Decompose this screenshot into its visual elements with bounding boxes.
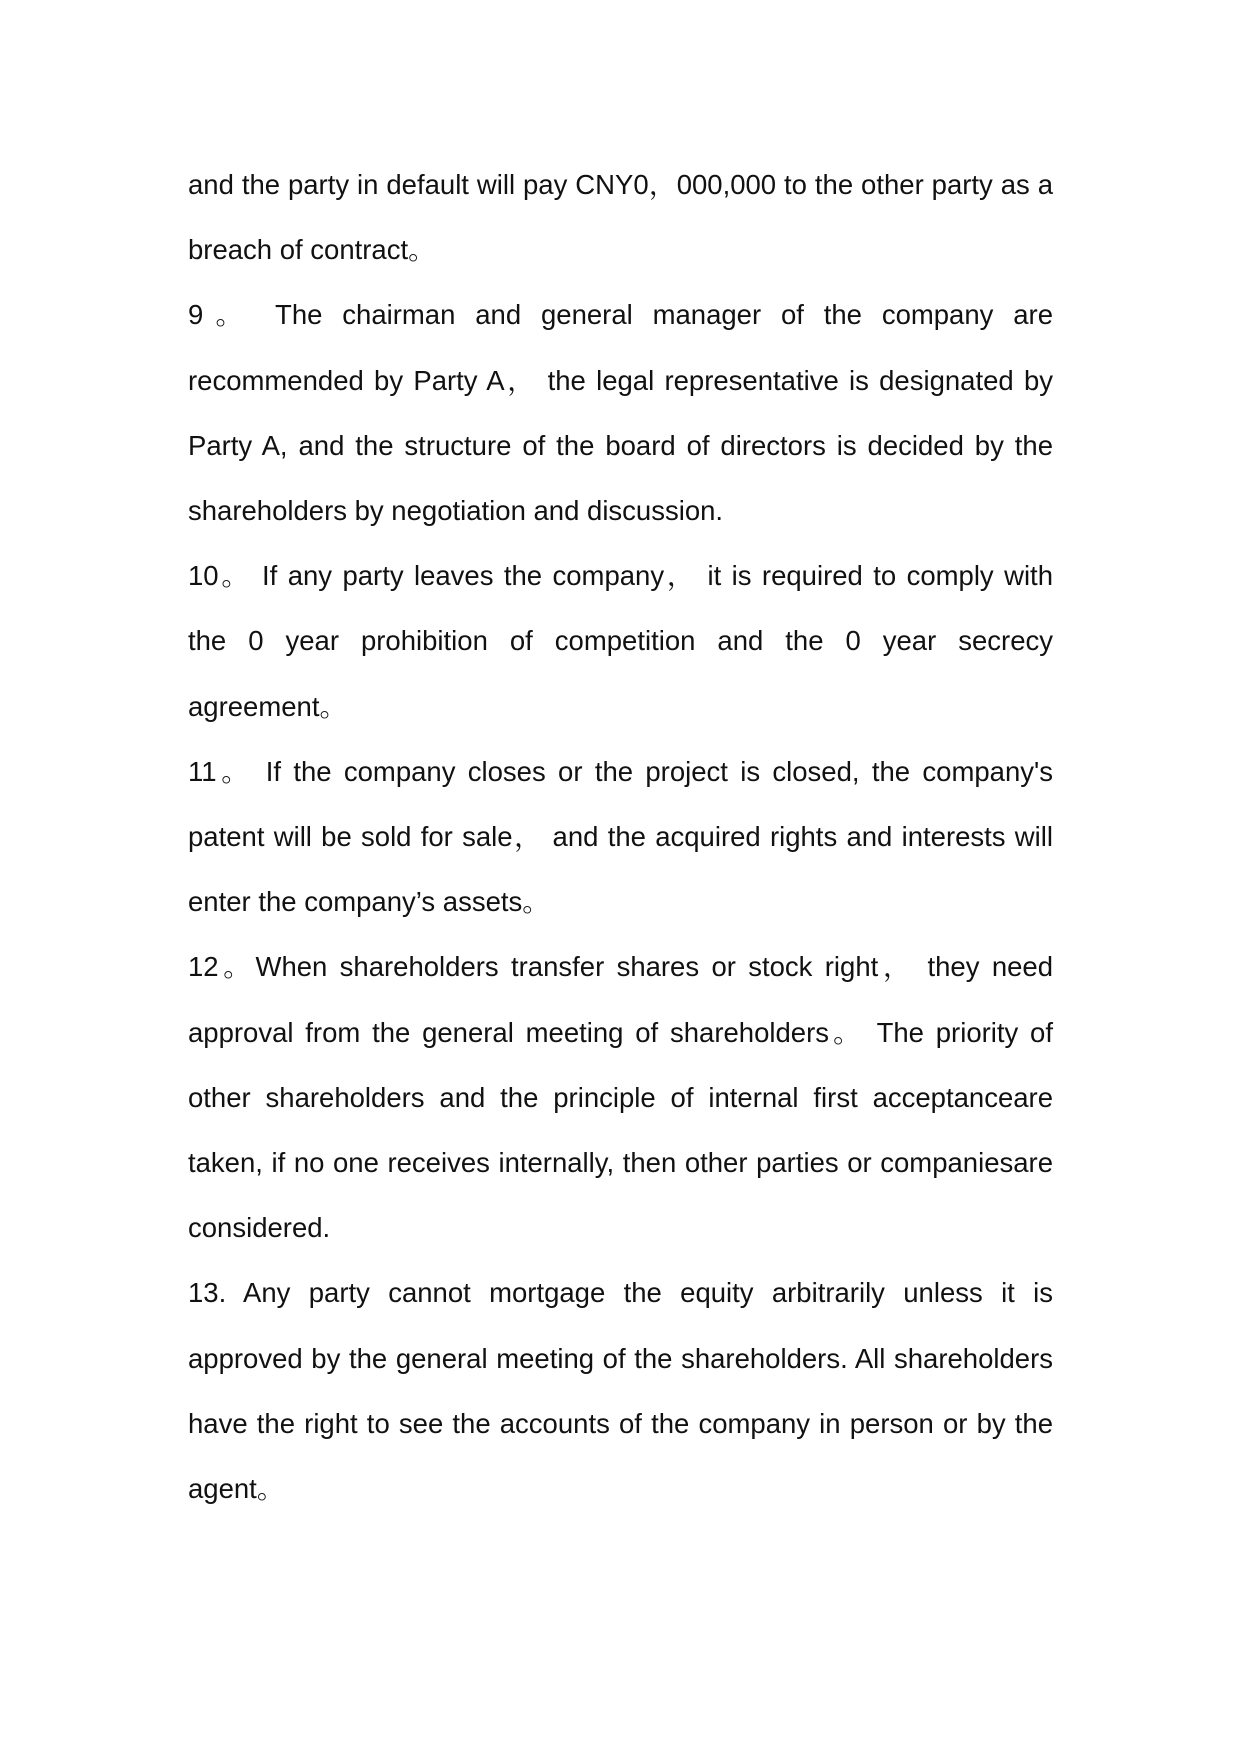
paragraph-clause-12: 12。When shareholders transfer shares or stock right， they need approval from the general meeting of shareholders。 The priority of other shareholders and the principle of internal first acceptanceare taken, if no one receives internally, then other parties or companiesare considered.: [188, 951, 1053, 1244]
paragraph-clause-13: 13. Any party cannot mortgage the equity arbitrarily unless it is approved by the general meeting of the shareholders. All shareholders have the right to see the accounts of the company in person or by the agent。: [188, 1277, 1053, 1505]
paragraph-breach-penalty: and the party in default will pay CNY0，000,000 to the other party as a breach of contract。: [188, 169, 1053, 266]
paragraph-clause-11: 11。 If the company closes or the project is closed, the company's patent will be sold for sale， and the acquired rights and interests will enter the company’s assets。: [188, 755, 1053, 918]
document-body: [188, 152, 1053, 1521]
paragraph-clause-9: 9。 The chairman and general manager of the company are recommended by Party A， the legal representative is designated by Party A, and the structure of the board of directors is decided by the shareholders by negotiation and discussion.: [188, 299, 1053, 527]
paragraph-clause-10: 10。 If any party leaves the company， it is required to comply with the 0 year prohibition of competition and the 0 year secrecy agreement。: [188, 560, 1053, 722]
